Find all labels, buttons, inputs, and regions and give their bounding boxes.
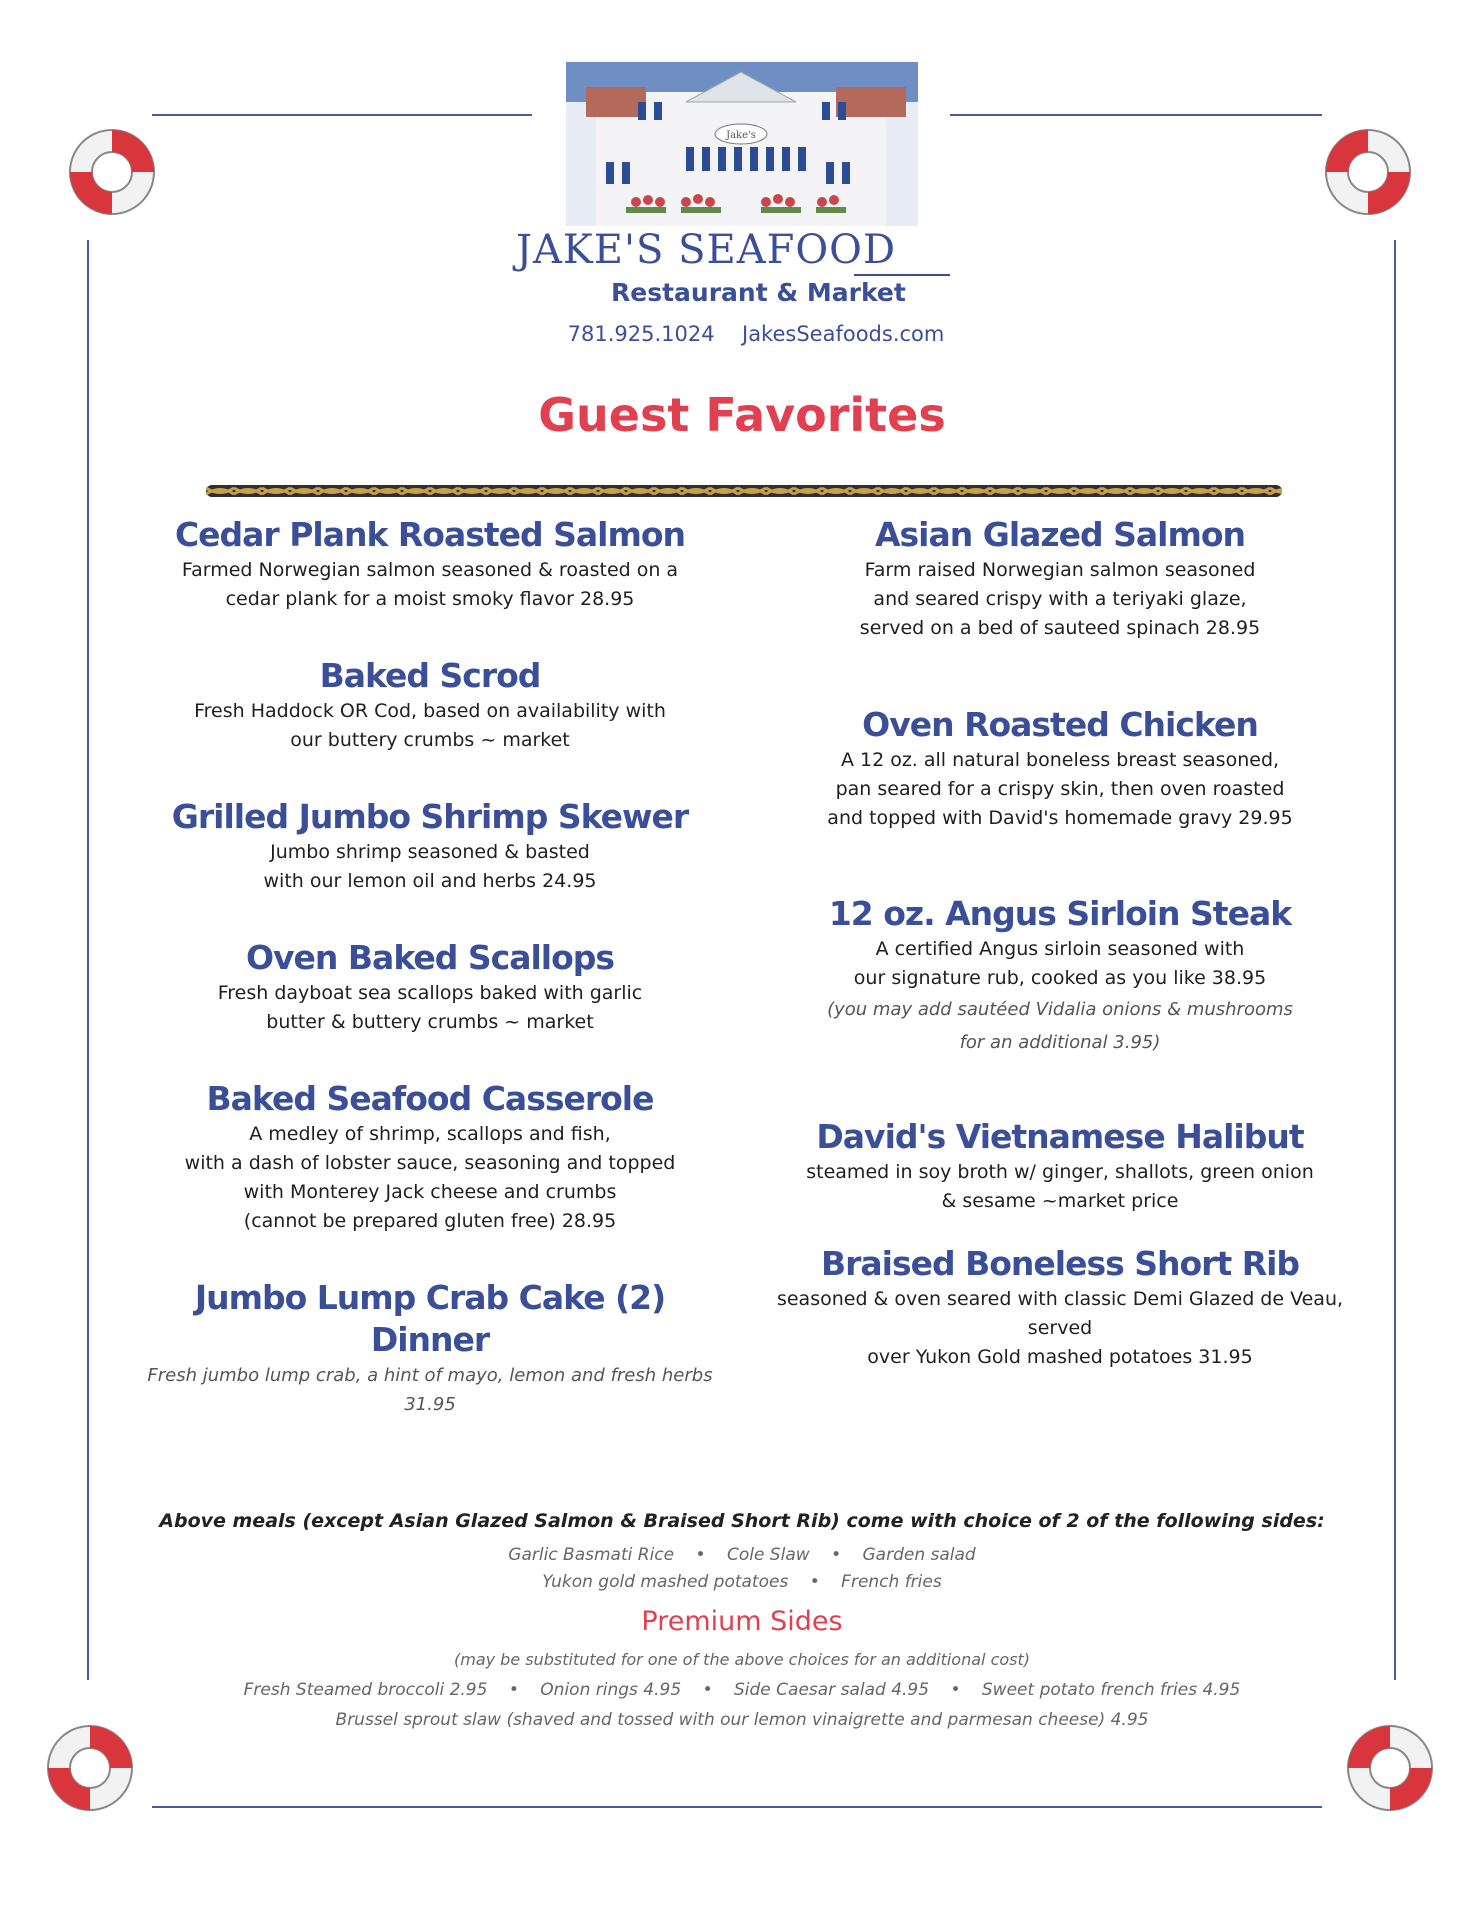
dish-description: & sesame ~market price bbox=[941, 1190, 1179, 1212]
dish-description: Farm raised Norwegian salmon seasoned bbox=[864, 559, 1256, 581]
dish-description: our signature rub, cooked as you like 38.95 bbox=[853, 967, 1267, 989]
right-rule bbox=[1394, 240, 1396, 1680]
bullet-separator: • bbox=[695, 1545, 706, 1565]
dish-description: Jumbo shrimp seasoned & basted bbox=[270, 841, 590, 863]
premium-side-option: Fresh Steamed broccoli 2.95 bbox=[243, 1680, 488, 1700]
sides-row-1 bbox=[0, 1545, 1484, 1565]
bottom-rule bbox=[152, 1806, 1322, 1808]
premium-side-option: Onion rings 4.95 bbox=[540, 1680, 682, 1700]
sides-row-2 bbox=[0, 1572, 1484, 1592]
bullet-separator: • bbox=[831, 1545, 842, 1565]
dish-name: Cedar Plank Roasted Salmon bbox=[174, 515, 686, 554]
phone-number: 781.925.1024 bbox=[567, 322, 715, 346]
dish-note: (you may add sautéed Vidalia onions & mushrooms bbox=[827, 999, 1293, 1020]
dish-description: with a dash of lobster sauce, seasoning and topped bbox=[184, 1152, 676, 1174]
dish-description: Fresh dayboat sea scallops baked with garlic bbox=[217, 982, 643, 1004]
dish-description: Fresh Haddock OR Cod, based on availability with bbox=[194, 700, 666, 722]
dish-description: Farmed Norwegian salmon seasoned & roasted on a bbox=[181, 559, 679, 581]
dish-name: Jumbo Lump Crab Cake (2) Dinner bbox=[194, 1278, 666, 1359]
menu-item bbox=[140, 655, 720, 755]
dish-description: A 12 oz. all natural boneless breast seasoned, bbox=[840, 749, 1280, 771]
dish-description: served on a bed of sauteed spinach 28.95 bbox=[859, 617, 1261, 639]
dish-description: A certified Angus sirloin seasoned with bbox=[875, 938, 1245, 960]
menu-item bbox=[140, 796, 720, 896]
premium-side-option: Sweet potato french fries 4.95 bbox=[981, 1680, 1241, 1700]
premium-sides-note: (may be substituted for one of the above choices for an additional cost) bbox=[453, 1650, 1030, 1669]
menu-item bbox=[760, 1243, 1360, 1372]
dish-description: our buttery crumbs ~ market bbox=[290, 729, 570, 751]
dish-description: butter & buttery crumbs ~ market bbox=[266, 1011, 594, 1033]
bullet-separator: • bbox=[809, 1572, 820, 1592]
dish-description: seasoned & oven seared with classic Demi Glazed de Veau, served bbox=[776, 1288, 1344, 1339]
menu-item bbox=[140, 937, 720, 1037]
dish-description: Fresh jumbo lump crab, a hint of mayo, lemon and fresh herbs 31.95 bbox=[147, 1365, 713, 1415]
dish-note: for an additional 3.95) bbox=[959, 1032, 1161, 1053]
dish-description: cedar plank for a moist smoky flavor 28.95 bbox=[225, 588, 635, 610]
menu-item bbox=[760, 1116, 1360, 1216]
dish-description: A medley of shrimp, scallops and fish, bbox=[249, 1123, 611, 1145]
dish-name: Oven Baked Scallops bbox=[245, 938, 615, 977]
side-option: French fries bbox=[841, 1572, 942, 1592]
side-option: Yukon gold mashed potatoes bbox=[542, 1572, 789, 1592]
bullet-separator: • bbox=[950, 1680, 961, 1700]
dish-description: over Yukon Gold mashed potatoes 31.95 bbox=[867, 1346, 1253, 1368]
dish-name: Grilled Jumbo Shrimp Skewer bbox=[171, 797, 689, 836]
sides-heading: Above meals (except Asian Glazed Salmon & Braised Short Rib) come with choice of 2 of the following sides: bbox=[159, 1510, 1325, 1532]
page-title: Guest Favorites bbox=[538, 388, 946, 442]
dish-name: David's Vietnamese Halibut bbox=[816, 1117, 1304, 1156]
menu-item bbox=[760, 514, 1360, 643]
dish-name: Oven Roasted Chicken bbox=[862, 705, 1258, 744]
left-rule bbox=[87, 240, 89, 1680]
menu-item bbox=[140, 1078, 720, 1236]
dish-description: (cannot be prepared gluten free) 28.95 bbox=[243, 1210, 617, 1232]
menu-item bbox=[140, 1277, 720, 1419]
storefront-sign-text: Jake's bbox=[726, 130, 756, 141]
website-link[interactable]: JakesSeafoods.com bbox=[742, 322, 945, 346]
life-buoy-icon bbox=[1340, 1718, 1440, 1818]
side-option: Cole Slaw bbox=[726, 1545, 810, 1565]
premium-sides-row-2: Brussel sprout slaw (shaved and tossed with our lemon vinaigrette and parmesan cheese) 4.95 bbox=[335, 1710, 1149, 1730]
bullet-separator: • bbox=[702, 1680, 713, 1700]
dish-description: with Monterey Jack cheese and crumbs bbox=[243, 1181, 617, 1203]
dish-description: pan seared for a crispy skin, then oven roasted bbox=[835, 778, 1285, 800]
dish-description: steamed in soy broth w/ ginger, shallots, green onion bbox=[806, 1161, 1314, 1183]
right-menu-column bbox=[760, 0, 1360, 1400]
left-menu-column bbox=[140, 0, 720, 1415]
brand-subtitle: Restaurant & Market bbox=[611, 278, 906, 307]
bullet-separator: • bbox=[508, 1680, 519, 1700]
premium-sides-row-1 bbox=[0, 1680, 1484, 1700]
dish-name: Braised Boneless Short Rib bbox=[820, 1244, 1300, 1283]
menu-item bbox=[140, 514, 720, 614]
dish-description: with our lemon oil and herbs 24.95 bbox=[263, 870, 597, 892]
side-option: Garden salad bbox=[862, 1545, 976, 1565]
premium-sides-title: Premium Sides bbox=[641, 1606, 843, 1637]
menu-item bbox=[760, 704, 1360, 833]
dish-name: Baked Seafood Casserole bbox=[206, 1079, 654, 1118]
dish-name: 12 oz. Angus Sirloin Steak bbox=[828, 894, 1292, 933]
dish-name: Asian Glazed Salmon bbox=[874, 515, 1245, 554]
menu-item bbox=[760, 893, 1360, 1059]
dish-description: and seared crispy with a teriyaki glaze, bbox=[873, 588, 1247, 610]
dish-name: Baked Scrod bbox=[319, 656, 541, 695]
premium-side-option: Side Caesar salad 4.95 bbox=[734, 1680, 930, 1700]
brand-name: JAKE'S SEAFOOD bbox=[516, 227, 897, 273]
side-option: Garlic Basmati Rice bbox=[508, 1545, 675, 1565]
life-buoy-icon bbox=[40, 1718, 140, 1818]
dish-description: and topped with David's homemade gravy 29.95 bbox=[827, 807, 1293, 829]
